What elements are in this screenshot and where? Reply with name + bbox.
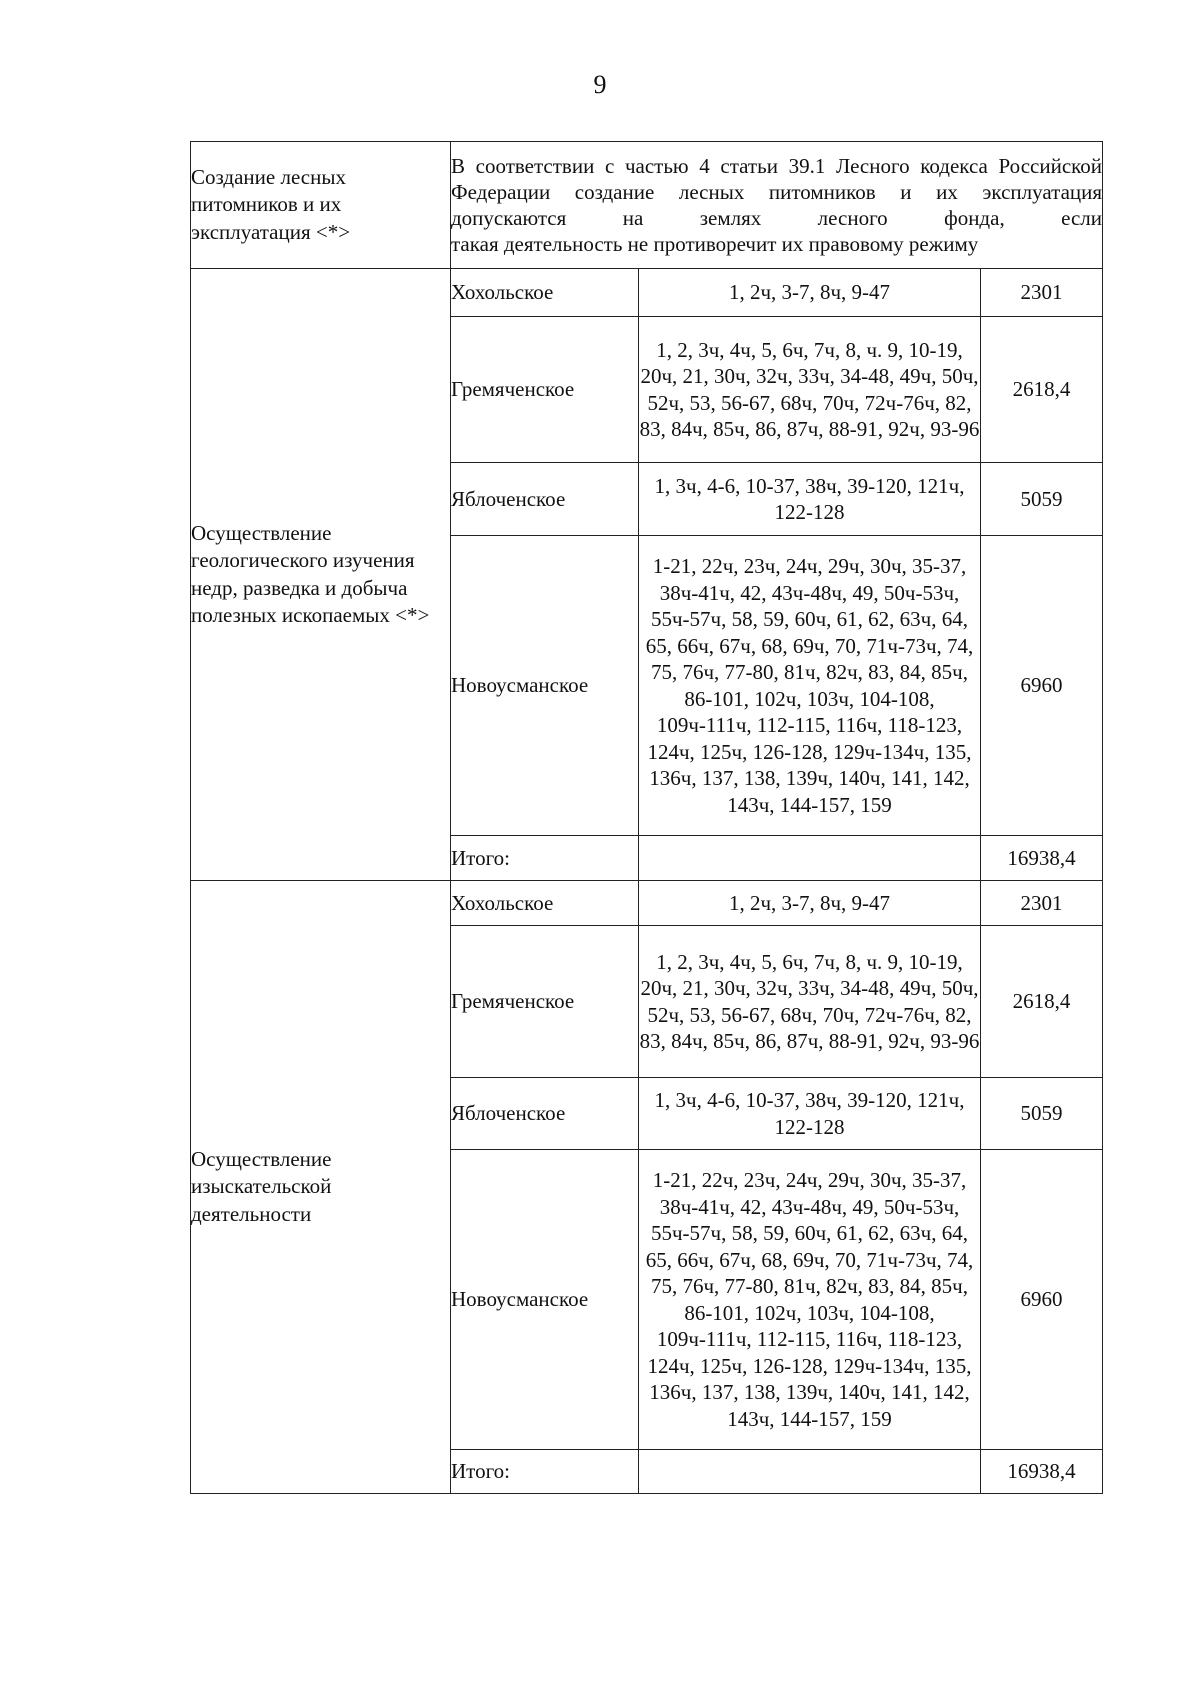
- forestry-name: Хохольское: [451, 269, 639, 317]
- page-number: 9: [593, 70, 607, 99]
- note-line: такая деятельность не противоречит их правовому режиму: [451, 232, 979, 256]
- empty-cell: [639, 1450, 981, 1494]
- quarter-list: 1-21, 22ч, 23ч, 24ч, 29ч, 30ч, 35-37, 38ч-41ч, 42, 43ч-48ч, 49, 50ч-53ч, 55ч-57ч, 58, 59, 60ч, 61, 62, 63ч, 64, 65, 66ч, 67ч, 68, 69ч, 70, 71ч-73ч, 74, 75, 76ч, 77-80, 81ч, 82ч, 83, 84, 85ч, 86-101, 102ч, 103ч, 104-108, 109ч-111ч, 112-115, 116ч, 118-123, 124ч, 125ч, 126-128, 129ч-134ч, 135, 136ч, 137, 138, 139ч, 140ч, 141, 142, 143ч, 144-157, 159: [639, 1150, 981, 1450]
- total-label: Итого:: [451, 1450, 639, 1494]
- area-value: 5059: [981, 463, 1103, 536]
- forestry-name: Хохольское: [451, 881, 639, 926]
- quarter-list: 1, 2, 3ч, 4ч, 5, 6ч, 7ч, 8, ч. 9, 10-19, 20ч, 21, 30ч, 32ч, 33ч, 34-48, 49ч, 50ч, 52ч, 53, 56-67, 68ч, 70ч, 72ч-76ч, 82, 83, 84ч, 85ч, 86, 87ч, 88-91, 92ч, 93-96: [639, 317, 981, 463]
- forest-use-table: [190, 141, 1103, 1494]
- area-value: 2301: [981, 881, 1103, 926]
- forestry-name: Гремяченское: [451, 317, 639, 463]
- quarter-list: 1, 2, 3ч, 4ч, 5, 6ч, 7ч, 8, ч. 9, 10-19, 20ч, 21, 30ч, 32ч, 33ч, 34-48, 49ч, 50ч, 52ч, 53, 56-67, 68ч, 70ч, 72ч-76ч, 82, 83, 84ч, 85ч, 86, 87ч, 88-91, 92ч, 93-96: [639, 926, 981, 1078]
- empty-cell: [639, 836, 981, 881]
- quarter-list: 1, 2ч, 3-7, 8ч, 9-47: [639, 269, 981, 317]
- total-area: 16938,4: [981, 1450, 1103, 1494]
- note-line: В соответствии с частью 4 статьи 39.1 Лесного кодекса: [451, 154, 988, 178]
- nurseries-legal-note: [451, 142, 1103, 269]
- area-value: 2301: [981, 269, 1103, 317]
- area-value: 2618,4: [981, 926, 1103, 1078]
- area-value: 6960: [981, 536, 1103, 836]
- area-value: 5059: [981, 1078, 1103, 1150]
- note-line: эксплуатация допускаются на землях лесного фонда, если: [451, 180, 1103, 230]
- forestry-name: Яблоченское: [451, 1078, 639, 1150]
- table-row: [191, 881, 1103, 926]
- area-value: 2618,4: [981, 317, 1103, 463]
- forestry-name: Гремяченское: [451, 926, 639, 1078]
- activity-nurseries: Создание лесных питомников и их эксплуатация <*>: [191, 142, 451, 269]
- quarter-list: 1, 3ч, 4-6, 10-37, 38ч, 39-120, 121ч, 122-128: [639, 1078, 981, 1150]
- forestry-name: Яблоченское: [451, 463, 639, 536]
- activity-geology: Осуществление геологического изучения недр, разведка и добыча полезных ископаемых <*>: [191, 269, 451, 881]
- total-label: Итого:: [451, 836, 639, 881]
- table-row: [191, 269, 1103, 317]
- forestry-name: Новоусманское: [451, 536, 639, 836]
- quarter-list: 1, 3ч, 4-6, 10-37, 38ч, 39-120, 121ч, 122-128: [639, 463, 981, 536]
- quarter-list: 1-21, 22ч, 23ч, 24ч, 29ч, 30ч, 35-37, 38ч-41ч, 42, 43ч-48ч, 49, 50ч-53ч, 55ч-57ч, 58, 59, 60ч, 61, 62, 63ч, 64, 65, 66ч, 67ч, 68, 69ч, 70, 71ч-73ч, 74, 75, 76ч, 77-80, 81ч, 82ч, 83, 84, 85ч, 86-101, 102ч, 103ч, 104-108, 109ч-111ч, 112-115, 116ч, 118-123, 124ч, 125ч, 126-128, 129ч-134ч, 135, 136ч, 137, 138, 139ч, 140ч, 141, 142, 143ч, 144-157, 159: [639, 536, 981, 836]
- area-value: 6960: [981, 1150, 1103, 1450]
- table-row-nurseries: [191, 142, 1103, 269]
- note-line: Российской Федерации создание лесных питомников и их: [451, 154, 1103, 204]
- total-area: 16938,4: [981, 836, 1103, 881]
- quarter-list: 1, 2ч, 3-7, 8ч, 9-47: [639, 881, 981, 926]
- activity-survey: Осуществление изыскательской деятельности: [191, 881, 451, 1494]
- forestry-name: Новоусманское: [451, 1150, 639, 1450]
